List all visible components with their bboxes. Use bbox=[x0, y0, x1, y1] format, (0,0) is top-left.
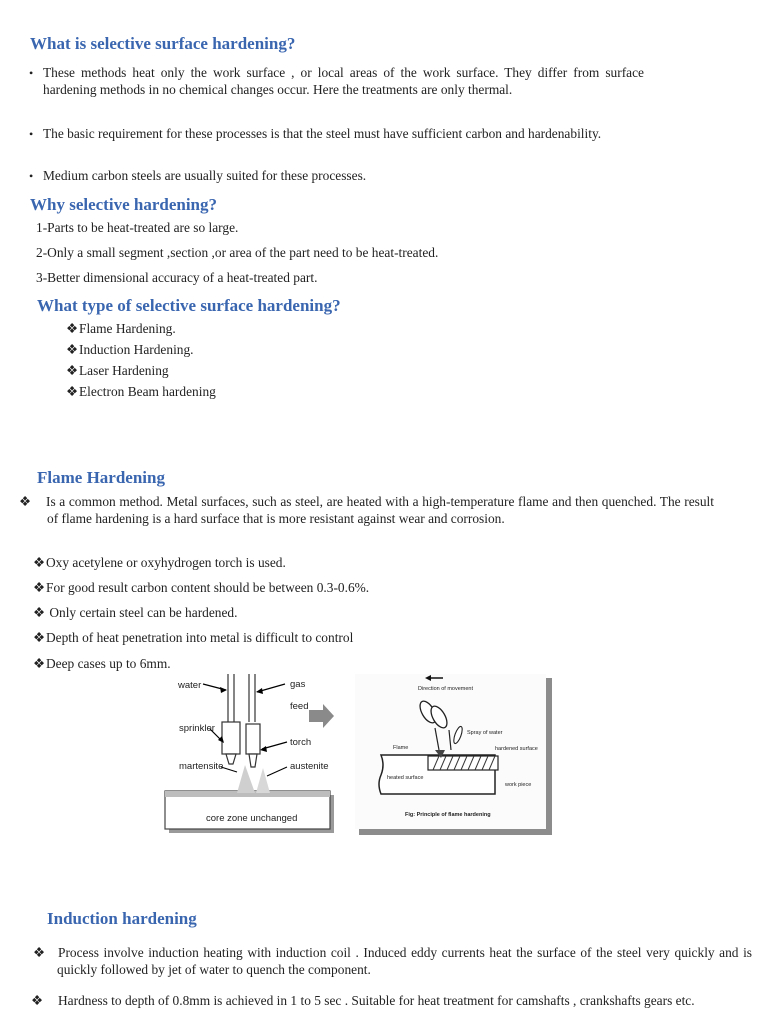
list-item-label: Electron Beam hardening bbox=[79, 384, 216, 399]
list-item-label: For good result carbon content should be between 0.3-0.6%. bbox=[46, 580, 370, 595]
list-item bbox=[66, 362, 169, 379]
list-item-label: Hardness to depth of 0.8mm is achieved in 1 to 5 sec . Suitable for heat treatment for camshafts , crankshafts gears etc. bbox=[58, 993, 695, 1008]
list-item-label: Only certain steel can be hardened. bbox=[46, 605, 238, 620]
list-item-label: Deep cases up to 6mm. bbox=[46, 656, 171, 671]
list-item-label: Induction Hardening. bbox=[79, 342, 194, 357]
list-item-label: Is a common method. Metal surfaces, such as steel, are heated with a high-temperature flame and then quenched. The result of flame hardening is a hard surface that is more resistant against wear and corrosion. bbox=[46, 494, 714, 527]
label-sprinkler: sprinkler bbox=[179, 723, 215, 734]
paragraph-methods: These methods heat only the work surface , or local areas of the work surface. They differ from surface hardening methods in no chemical changes occur. Here the treatments are only thermal. bbox=[43, 65, 644, 98]
label-spray-of-water: Spray of water bbox=[467, 730, 503, 736]
figure-caption: Fig: Principle of flame hardening bbox=[405, 812, 491, 818]
list-item: 2-Only a small segment ,section ,or area of the part need to be heat-treated. bbox=[36, 245, 439, 260]
list-item bbox=[33, 579, 714, 596]
principle-of-flame-hardening-figure bbox=[355, 672, 552, 835]
flame-hardening-schematic bbox=[163, 672, 338, 835]
label-martensite: martensite bbox=[179, 761, 224, 772]
list-item-label: Laser Hardening bbox=[79, 363, 169, 378]
label-heated-surface: heated surface bbox=[387, 775, 424, 781]
diamond-bullet-icon: ❖ bbox=[31, 993, 44, 1008]
label-water: water bbox=[178, 680, 202, 691]
diamond-bullet-icon: ❖ bbox=[33, 656, 46, 671]
heading-why-selective: Why selective hardening? bbox=[30, 195, 217, 214]
diamond-bullet-icon: ❖ bbox=[33, 555, 46, 570]
heading-induction-hardening: Induction hardening bbox=[47, 909, 197, 928]
list-item bbox=[33, 629, 714, 646]
bullet-icon: • bbox=[29, 66, 34, 80]
diamond-bullet-icon: ❖ bbox=[66, 384, 79, 399]
list-item: 3-Better dimensional accuracy of a heat-treated part. bbox=[36, 270, 318, 285]
diamond-bullet-icon: ❖ bbox=[33, 630, 46, 645]
list-item bbox=[19, 493, 714, 528]
heading-flame-hardening: Flame Hardening bbox=[37, 468, 165, 487]
diamond-bullet-icon: ❖ bbox=[66, 363, 79, 378]
list-item: 1-Parts to be heat-treated are so large. bbox=[36, 220, 239, 235]
diamond-bullet-icon: ❖ bbox=[33, 945, 46, 960]
bullet-icon: • bbox=[29, 127, 34, 141]
heading-what-type: What type of selective surface hardening? bbox=[37, 296, 341, 315]
list-item bbox=[33, 944, 752, 979]
list-item-label: Oxy acetylene or oxyhydrogen torch is used. bbox=[46, 555, 286, 570]
heading-what-is-selective: What is selective surface hardening? bbox=[30, 34, 296, 53]
list-item bbox=[66, 320, 176, 337]
list-item-label: Flame Hardening. bbox=[79, 321, 176, 336]
list-item-label: Process involve induction heating with induction coil . Induced eddy currents heat the surface of the steel very quickly and is quickly followed by jet of water to quench the component. bbox=[57, 945, 752, 978]
list-item bbox=[66, 341, 194, 358]
label-hardened-surface: hardened surface bbox=[495, 746, 538, 752]
paragraph-medium-carbon: Medium carbon steels are usually suited for these processes. bbox=[43, 168, 367, 183]
label-torch: torch bbox=[290, 737, 312, 748]
list-item bbox=[33, 604, 714, 621]
label-flame: Flame bbox=[393, 745, 409, 751]
list-item-label: Depth of heat penetration into metal is difficult to control bbox=[46, 630, 354, 645]
diamond-bullet-icon: ❖ bbox=[33, 605, 46, 620]
label-austenite: austenite bbox=[290, 761, 329, 772]
list-item bbox=[33, 554, 714, 571]
diamond-bullet-icon: ❖ bbox=[33, 580, 46, 595]
list-item bbox=[33, 655, 714, 672]
label-feed: feed bbox=[290, 701, 309, 712]
diamond-bullet-icon: ❖ bbox=[66, 321, 79, 336]
list-item bbox=[31, 992, 752, 1009]
diamond-bullet-icon: ❖ bbox=[19, 494, 32, 509]
paragraph-basic-requirement: The basic requirement for these processes is that the steel must have sufficient carbon and hardenability. bbox=[43, 126, 602, 141]
diamond-bullet-icon: ❖ bbox=[66, 342, 79, 357]
list-item bbox=[66, 383, 216, 400]
bullet-icon: • bbox=[29, 169, 34, 183]
label-work-piece: work piece bbox=[505, 782, 532, 788]
label-core-zone: core zone unchanged bbox=[206, 813, 298, 824]
label-direction: Direction of movement bbox=[418, 686, 474, 692]
label-gas: gas bbox=[290, 679, 306, 690]
